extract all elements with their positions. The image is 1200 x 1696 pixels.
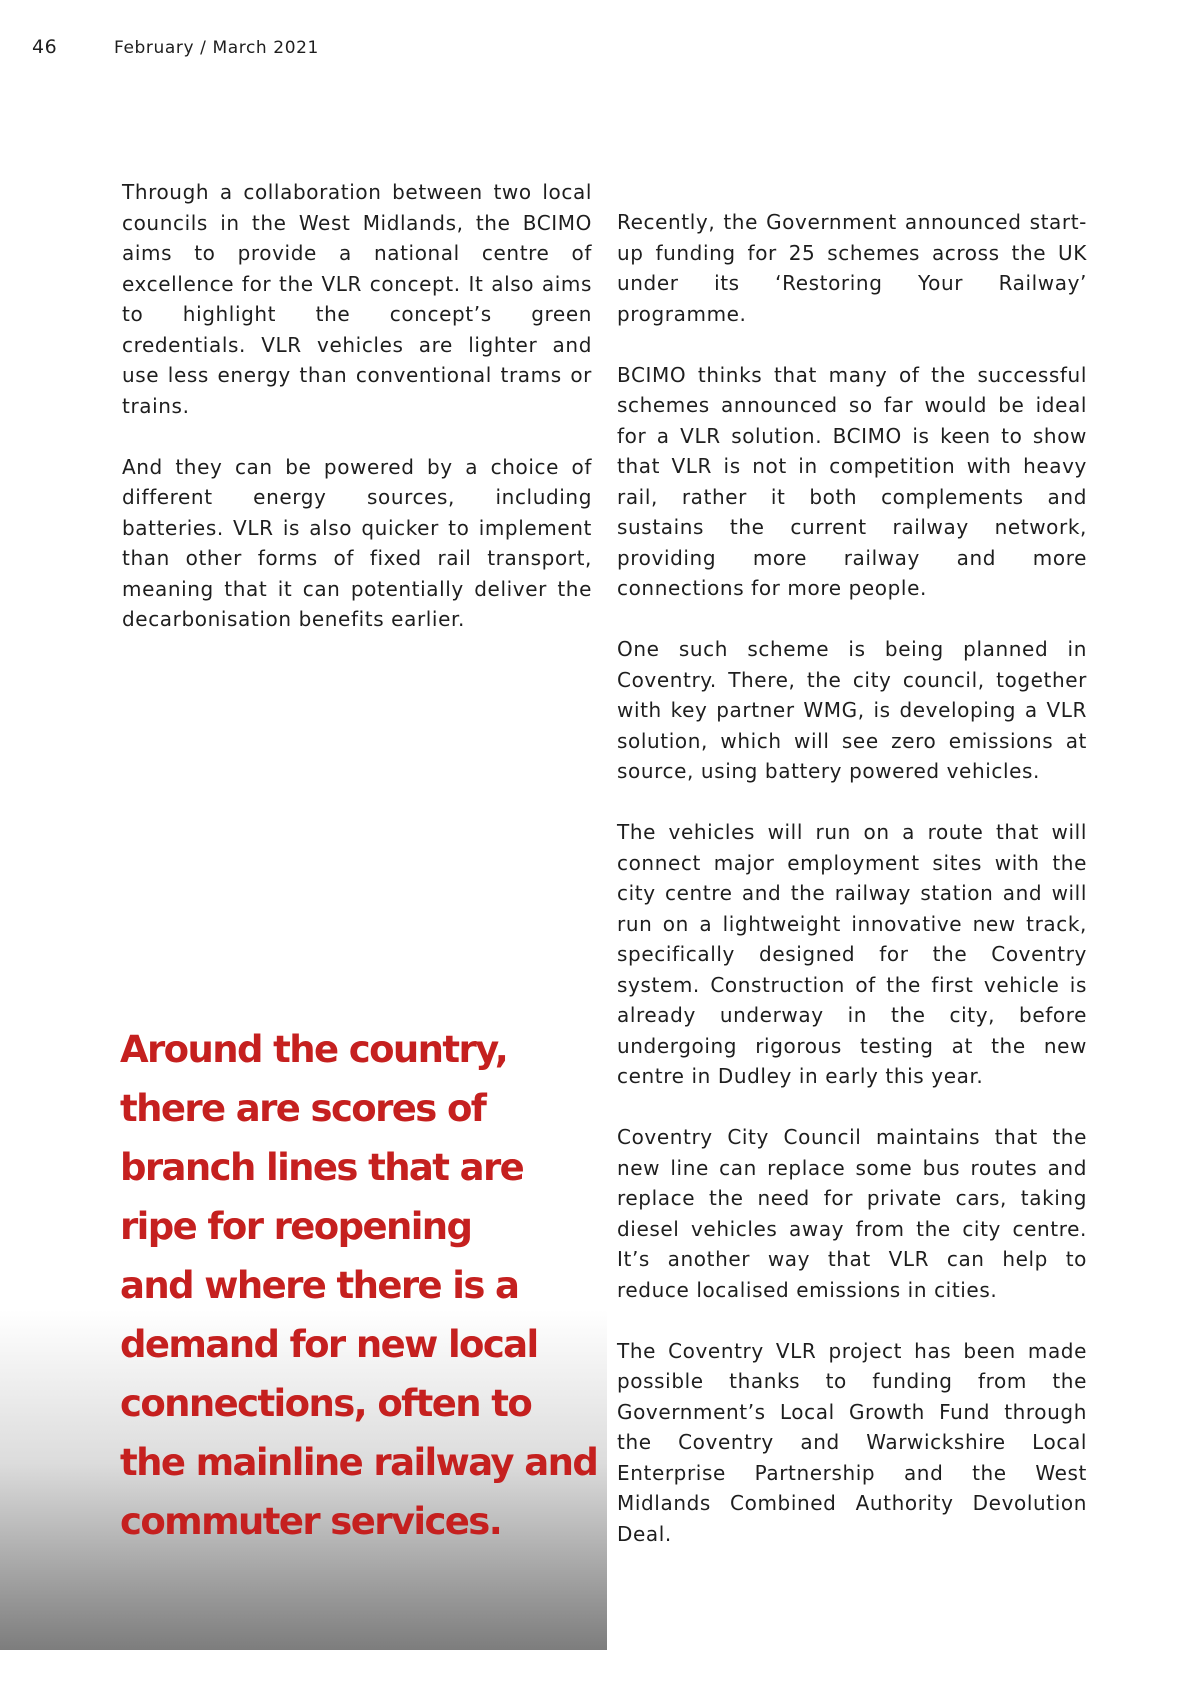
issue-date: February / March 2021 bbox=[114, 38, 319, 58]
pull-quote-line: ripe for reopening bbox=[120, 1205, 472, 1248]
pull-quote bbox=[120, 1020, 610, 1551]
pull-quote-line: Around the country, bbox=[120, 1028, 508, 1071]
body-paragraph: The Coventry VLR project has been made possible thanks to funding from the Government’s Local Growth Fund through the Coventry and Warwickshire Local Enterprise Partnership and the West Midlands Combined Authority Devolution Deal. bbox=[617, 1338, 1087, 1546]
pull-quote-line: there are scores of bbox=[120, 1087, 486, 1130]
body-paragraph: And they can be powered by a choice of different energy sources, including batteries. VLR is also quicker to implement than other forms of fixed rail transport, meaning that it can potentially deliver the decarbonisation benefits earlier. bbox=[122, 454, 592, 631]
body-paragraph: BCIMO thinks that many of the successful schemes announced so far would be ideal for a VLR solution. BCIMO is keen to show that VLR is not in competition with heavy rail, rather it both complements and sustains the current railway network, providing more railway and more connections for more people. bbox=[617, 362, 1087, 600]
body-paragraph: One such scheme is being planned in Coventry. There, the city council, together with key partner WMG, is developing a VLR solution, which will see zero emissions at source, using battery powered vehicles. bbox=[617, 637, 1087, 783]
pull-quote-line: branch lines that are bbox=[120, 1146, 524, 1189]
body-paragraph: Coventry City Council maintains that the new line can replace some bus routes and replace the need for private cars, taking diesel vehicles away from the city centre. It’s another way that VLR can help to reduce localised emissions in cities. bbox=[617, 1125, 1087, 1302]
left-article-column bbox=[122, 177, 592, 665]
pull-quote-line: demand for new local bbox=[120, 1323, 538, 1366]
body-paragraph: The vehicles will run on a route that will connect major employment sites with the city centre and the railway station and will run on a lightweight innovative new track, specifically designed for the Coventry system. Construction of the first vehicle is already underway in the city, before undergoing rigorous testing at the new centre in Dudley in early this year. bbox=[617, 820, 1087, 1088]
pull-quote-line: connections, often to bbox=[120, 1382, 532, 1425]
pull-quote-line: commuter services. bbox=[120, 1500, 502, 1543]
right-article-column bbox=[617, 207, 1087, 1580]
body-paragraph: Recently, the Government announced start-up funding for 25 schemes across the UK under its ‘Restoring Your Railway’ programme. bbox=[617, 210, 1087, 326]
pull-quote-line: and where there is a bbox=[120, 1264, 519, 1307]
pull-quote-line: the mainline railway and bbox=[120, 1441, 598, 1484]
body-paragraph: Through a collaboration between two local councils in the West Midlands, the BCIMO aims to provide a national centre of excellence for the VLR concept. It also aims to highlight the concept’s green credentials. VLR vehicles are lighter and use less energy than conventional trams or trains. bbox=[122, 180, 592, 418]
page-number: 46 bbox=[32, 36, 58, 58]
